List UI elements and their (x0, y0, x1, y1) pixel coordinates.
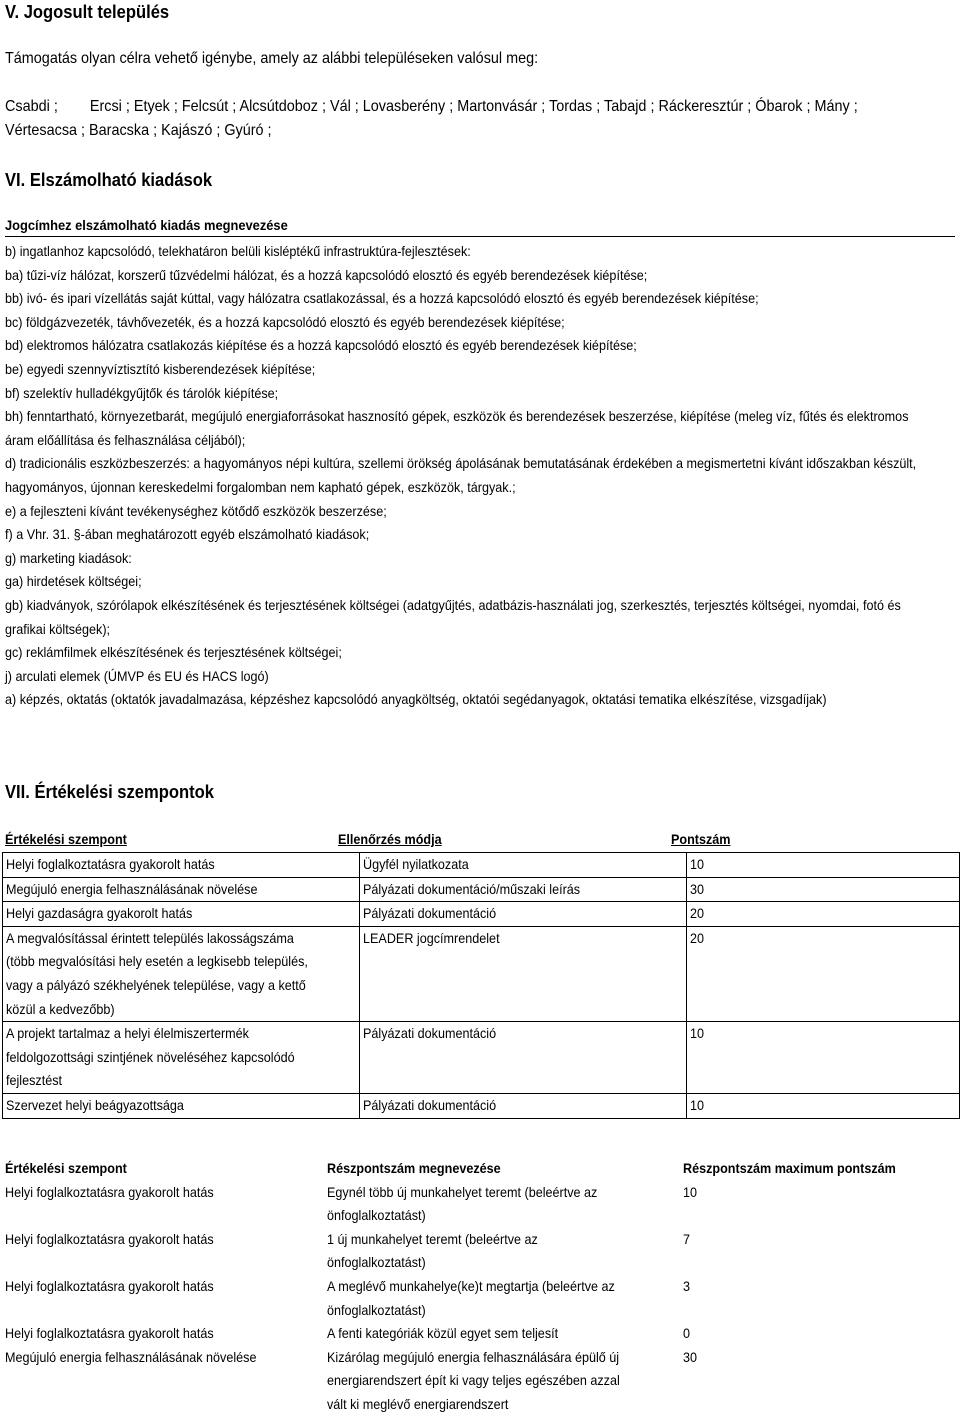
column-header: Értékelési szempont (5, 831, 127, 847)
settlement: Vértesacsa ; (5, 122, 86, 139)
table-row (3, 926, 960, 1021)
table-cell: 30 (690, 880, 705, 897)
table-cell: Pályázati dokumentáció/műszaki leírás (363, 880, 581, 897)
table-cell: A fenti kategóriák közül egyet sem teljesít (326, 1325, 558, 1342)
settlement: Gyúró ; (224, 122, 272, 139)
table-row (2, 1181, 960, 1228)
table-row (3, 902, 960, 927)
expense-item: bh) fenntartható, környezetbarát, megújuló energiaforrásokat hasznosító gépek, eszközök és berendezések beszerzése, kiépítése (meleg víz, fűtés és elektromos áram előállítása és felhasználása céljából); (5, 408, 909, 448)
settlement: Etyek ; (133, 98, 178, 115)
table-cell: Megújuló energia felhasználásának növelése (5, 1348, 257, 1365)
table-cell: 30 (682, 1348, 697, 1365)
expense-item: a) képzés, oktatás (oktatók javadalmazása, képzéshez kapcsolódó anyagköltség, oktatói segédanyagok, oktatási tematika elkészítése, vizsgadíjak) (5, 691, 827, 708)
expense-item: g) marketing kiadások: (5, 549, 132, 566)
expense-item: ba) tűzi-víz hálózat, korszerű tűzvédelmi hálózat, és a hozzá kapcsolódó elosztó és egyéb berendezések kiépítése; (5, 266, 648, 283)
section-5-intro: Támogatás olyan célra vehető igénybe, amely az alábbi településeken valósul meg: (5, 50, 539, 67)
settlement-list (5, 95, 959, 143)
settlement: Felcsút ; (181, 98, 237, 115)
table-cell: A meglévő munkahelye(ke)t megtartja (beleértve az önfoglalkoztatást) (326, 1277, 615, 1318)
settlement: Tabajd ; (604, 98, 655, 115)
table-cell: A megvalósítással érintett település lakosságszáma (több megvalósítási hely esetén a legkisebb település, vagy a pályázó székhelyének települése, vagy a kettő közül a kedvezőbb) (6, 929, 308, 1017)
settlement: Csabdi ; (5, 98, 58, 115)
table-cell: LEADER jogcímrendelet (363, 929, 500, 946)
settlement: Tordas ; (549, 98, 601, 115)
table-row (2, 1322, 960, 1346)
table-cell: Kizárólag megújuló energia felhasználására épülő új energiarendszert épít ki vagy teljes egészében azzal vált ki meglévő energiarendszert (326, 1348, 620, 1412)
table-cell: 20 (690, 929, 705, 946)
expense-item: j) arculati elemek (ÚMVP és EU és HACS logó) (5, 667, 269, 684)
expense-item: f) a Vhr. 31. §-ában meghatározott egyéb elszámolható kiadások; (5, 526, 370, 543)
table-cell: 20 (690, 905, 705, 922)
table-row (2, 1346, 960, 1417)
settlement: Ráckeresztúr ; (658, 98, 752, 115)
subscore-table (2, 1157, 960, 1417)
table-cell: 7 (682, 1230, 690, 1247)
expense-item: d) tradicionális eszközbeszerzés: a hagyományos népi kultúra, szellemi örökség ápolásának bemutatásának érdekében a megismertetni kívánt időszakban készült, hagyományos, újonnan kereskedelmi forgalomban nem kapható gépek, eszközök, tárgyak.; (5, 455, 917, 495)
table-header-row (2, 828, 960, 852)
section-5-title: V. Jogosult település (5, 2, 170, 22)
table-cell: Pályázati dokumentáció (363, 1025, 497, 1042)
table-row (3, 877, 960, 902)
table-cell: 10 (682, 1183, 697, 1200)
table-cell: 1 új munkahelyet teremt (beleértve az önfoglalkoztatást) (326, 1230, 538, 1271)
expense-column-header (5, 217, 955, 237)
column-header: Részpontszám maximum pontszám (682, 1160, 896, 1176)
column-header: Ellenőrzés módja (338, 831, 442, 847)
settlement: Lovasberény ; (362, 98, 454, 115)
table-cell: Helyi foglalkoztatásra gyakorolt hatás (5, 1230, 214, 1247)
expense-item: b) ingatlanhoz kapcsolódó, telekhatáron belüli kisléptékű infrastruktúra-fejlesztések: (5, 243, 471, 259)
evaluation-table (2, 828, 960, 852)
expense-item: gb) kiadványok, szórólapok elkészítésének és terjesztésének költségei (adatgyűjtés, adatbázis-használati jog, szerkesztés, terjesztés költségei, nyomdai, fotó és grafikai költségek); (5, 596, 901, 637)
table-cell: Egynél több új munkahelyet teremt (beleértve az önfoglalkoztatást) (326, 1183, 598, 1224)
expense-item: ga) hirdetések költségei; (5, 573, 142, 590)
section-7-title: VII. Értékelési szempontok (5, 782, 214, 802)
table-cell: Megújuló energia felhasználásának növelése (6, 880, 258, 897)
table-cell: Helyi foglalkoztatásra gyakorolt hatás (5, 1325, 214, 1342)
expense-item: bc) földgázvezeték, távhővezeték, és a hozzá kapcsolódó elosztó és egyéb berendezések kiépítése; (5, 313, 565, 330)
table-row (3, 1093, 960, 1118)
table-cell: Szervezet helyi beágyazottsága (6, 1096, 184, 1113)
table-cell: 3 (682, 1277, 690, 1294)
table-cell: Pályázati dokumentáció (363, 905, 497, 922)
expense-list (5, 240, 932, 712)
column-header: Pontszám (671, 831, 731, 847)
table-row (3, 853, 960, 878)
table-cell: 10 (690, 856, 705, 872)
table-row (3, 1022, 960, 1094)
table-cell: Pályázati dokumentáció (363, 1096, 497, 1113)
settlement: Mány ; (814, 98, 858, 115)
table-row (2, 1228, 960, 1275)
table-cell: Helyi gazdaságra gyakorolt hatás (6, 905, 193, 922)
table-cell: 0 (682, 1325, 690, 1342)
settlement: Óbarok ; (755, 98, 811, 115)
section-6-title: VI. Elszámolható kiadások (5, 170, 213, 190)
settlement: Vál ; (329, 98, 359, 115)
settlement: Kajászó ; (161, 122, 221, 139)
table-cell: 10 (690, 1025, 705, 1042)
settlement: Baracska ; (89, 122, 158, 139)
table-cell: A projekt tartalmaz a helyi élelmiszertermék feldolgozottsági szintjének növeléséhez kapcsolódó fejlesztést (6, 1025, 295, 1089)
settlement: Ercsi ; (89, 98, 130, 115)
table-cell: Helyi foglalkoztatásra gyakorolt hatás (6, 856, 215, 872)
evaluation-table-body (2, 852, 960, 1119)
expense-item: bf) szelektív hulladékgyűjtők és tárolók kiépítése; (5, 384, 279, 401)
expense-column-header-label: Jogcímhez elszámolható kiadás megnevezése (5, 217, 288, 233)
table-row (2, 1275, 960, 1322)
column-header: Értékelési szempont (5, 1160, 127, 1176)
table-cell: Ügyfél nyilatkozata (363, 856, 469, 872)
table-header-row (2, 1157, 960, 1181)
settlement: Martonvásár ; (457, 98, 546, 115)
expense-item: bb) ivó- és ipari vízellátás saját kúttal, vagy hálózatra csatlakozással, és a hozzá kapcsolódó elosztó és egyéb berendezések kiépítése; (5, 290, 759, 307)
column-header: Részpontszám megnevezése (326, 1160, 501, 1176)
expense-item: bd) elektromos hálózatra csatlakozás kiépítése és a hozzá kapcsolódó elosztó és egyéb berendezések kiépítése; (5, 337, 637, 354)
expense-item: be) egyedi szennyvíztisztító kisberendezések kiépítése; (5, 360, 316, 377)
settlement: Alcsútdoboz ; (239, 98, 326, 115)
table-cell: 10 (690, 1096, 705, 1113)
expense-item: gc) reklámfilmek elkészítésének és terjesztésének költségei; (5, 644, 342, 661)
expense-item: e) a fejleszteni kívánt tevékenységhez kötődő eszközök beszerzése; (5, 502, 387, 519)
table-cell: Helyi foglalkoztatásra gyakorolt hatás (5, 1277, 214, 1294)
table-cell: Helyi foglalkoztatásra gyakorolt hatás (5, 1183, 214, 1200)
